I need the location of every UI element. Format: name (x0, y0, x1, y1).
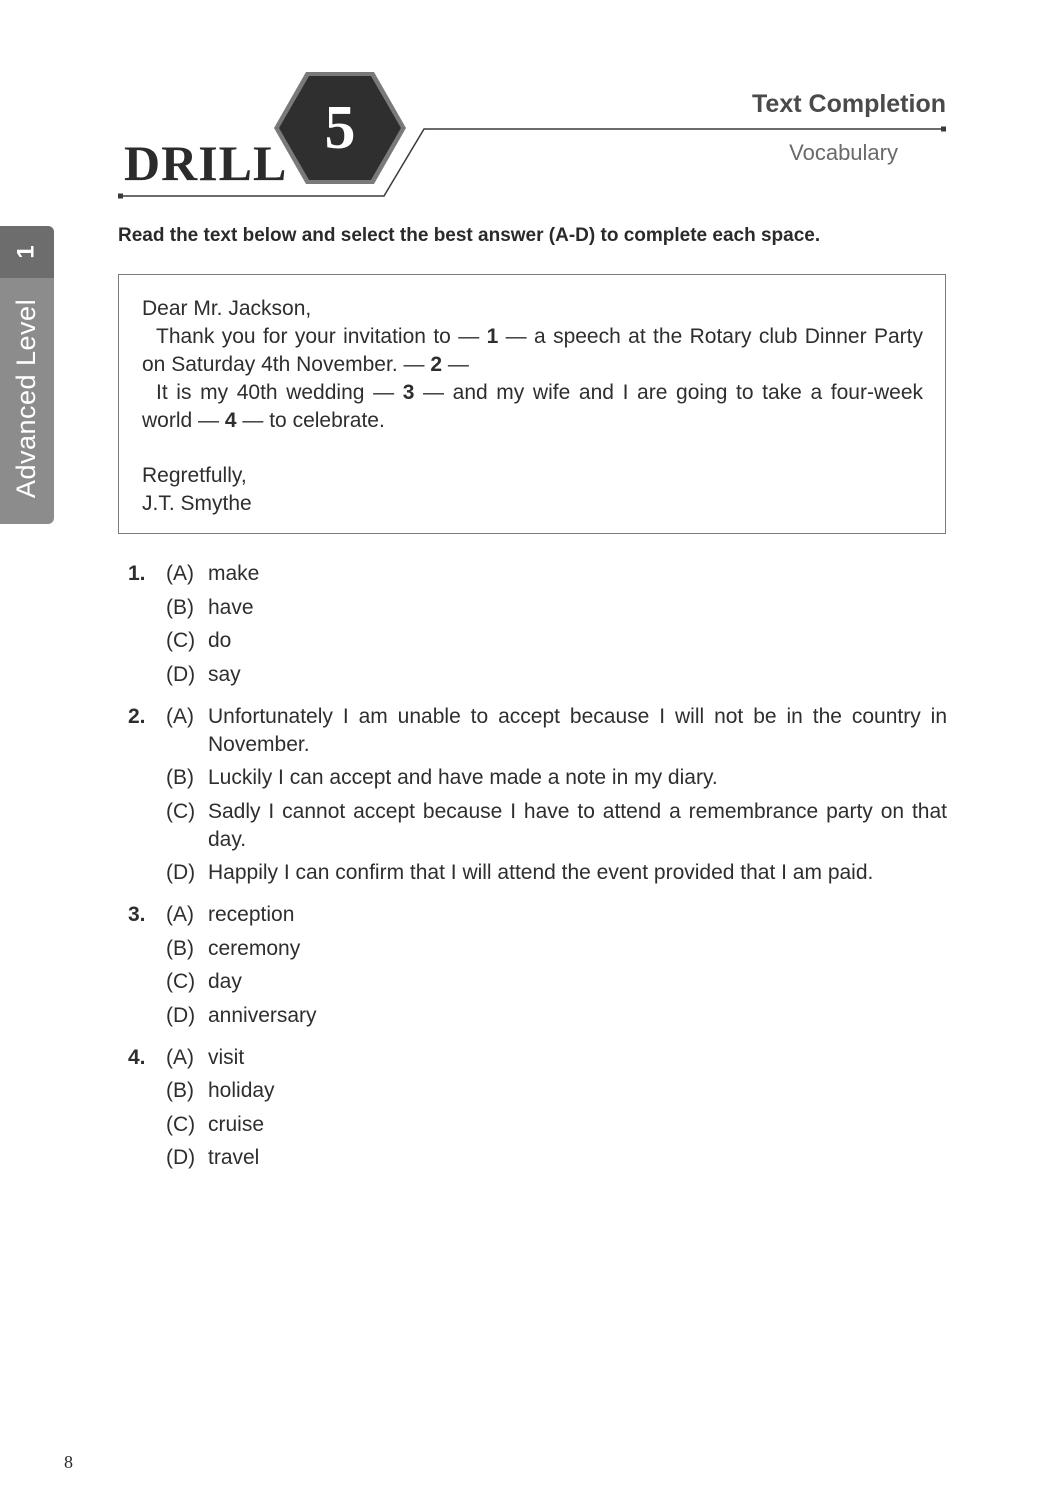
instructions: Read the text below and select the best answer (A-D) to complete each space. (118, 225, 821, 246)
option-letter: (D) (166, 861, 196, 884)
page-title: Text Completion (752, 90, 946, 118)
option-text: cruise (208, 1112, 265, 1136)
option-text: Sadly I cannot accept because I have to attend a remembrance party on that day. (208, 799, 947, 851)
answer-option[interactable] (166, 968, 947, 996)
answer-option[interactable] (166, 798, 947, 854)
option-text: say (208, 662, 241, 686)
passage-text: — (442, 353, 469, 376)
option-text: Happily I can confirm that I will attend the event provided that I am paid. (208, 861, 874, 884)
side-tab-label-text: Advanced Level (11, 298, 42, 498)
answer-option[interactable] (166, 901, 947, 929)
option-text: travel (208, 1146, 260, 1169)
option-letter: (A) (166, 1045, 194, 1069)
option-text: do (208, 629, 232, 652)
option-letter: (A) (166, 562, 194, 585)
option-text: make (208, 562, 260, 585)
blank-3: 3 (402, 381, 415, 404)
page-subtitle: Vocabulary (789, 140, 898, 165)
answer-option[interactable] (166, 560, 947, 588)
option-letter: (C) (166, 970, 196, 993)
side-tab-number-text: 1 (12, 245, 40, 259)
option-letter: (D) (166, 1146, 196, 1169)
option-text: ceremony (208, 936, 301, 960)
drill-number: 5 (324, 93, 356, 162)
page-number: 8 (64, 1452, 73, 1472)
questions-list (118, 560, 947, 1186)
answer-option[interactable] (166, 1144, 947, 1172)
option-letter: (B) (166, 766, 194, 789)
option-letter: (C) (166, 1112, 196, 1136)
option-text: reception (208, 903, 295, 926)
passage-text: — to celebrate. (236, 409, 385, 432)
blank-4: 4 (224, 409, 237, 432)
option-letter: (A) (166, 704, 194, 728)
question-4 (118, 1044, 947, 1173)
question-number: 2. (128, 704, 146, 728)
question-number: 4. (128, 1045, 146, 1069)
option-letter: (C) (166, 799, 196, 823)
drill-word: DRILL (124, 135, 288, 191)
option-letter: (D) (166, 662, 196, 686)
answer-option[interactable] (166, 935, 947, 963)
option-text: visit (208, 1045, 245, 1069)
passage-paragraph-2 (142, 379, 923, 435)
answer-option[interactable] (166, 627, 947, 655)
option-letter: (B) (166, 1079, 194, 1102)
answer-option[interactable] (166, 1077, 947, 1105)
question-1 (118, 560, 947, 689)
passage-text: It is my 40th wedding — (156, 381, 403, 404)
question-number: 1. (128, 562, 146, 585)
passage-greeting: Dear Mr. Jackson, (142, 297, 312, 320)
option-letter: (B) (166, 595, 194, 619)
question-2 (118, 703, 947, 888)
blank-1: 1 (486, 325, 499, 348)
option-letter: (C) (166, 629, 196, 652)
answer-option[interactable] (166, 1044, 947, 1072)
answer-option[interactable] (166, 859, 947, 887)
passage-paragraph-1 (142, 323, 923, 379)
option-letter: (D) (166, 1003, 196, 1027)
option-text: have (208, 595, 254, 619)
answer-option[interactable] (166, 764, 947, 792)
answer-option[interactable] (166, 594, 947, 622)
option-letter: (B) (166, 936, 194, 960)
blank-2: 2 (430, 353, 443, 376)
answer-option[interactable] (166, 1111, 947, 1139)
answer-option[interactable] (166, 1002, 947, 1030)
answer-option[interactable] (166, 661, 947, 689)
option-text: anniversary (208, 1003, 317, 1027)
question-number: 3. (128, 903, 146, 926)
side-tab-number (0, 226, 54, 278)
option-text: Unfortunately I am unable to accept because I will not be in the country in November. (208, 704, 947, 756)
question-3 (118, 901, 947, 1030)
passage-closing: Regretfully, (142, 464, 247, 487)
passage-box (118, 274, 946, 534)
option-text: holiday (208, 1079, 275, 1102)
passage-text: Thank you for your invitation to — (156, 325, 487, 348)
option-text: Luckily I can accept and have made a note in my diary. (208, 766, 718, 789)
passage-text: — and my wife and I are going to take a four-week world — (142, 381, 923, 432)
passage-signature: J.T. Smythe (142, 492, 252, 515)
side-tab-label (0, 278, 54, 518)
option-text: day (208, 970, 242, 993)
passage-text: — a speech at the Rotary club Dinner Party on Saturday 4th November. — (142, 325, 923, 376)
option-letter: (A) (166, 903, 194, 926)
answer-option[interactable] (166, 703, 947, 759)
